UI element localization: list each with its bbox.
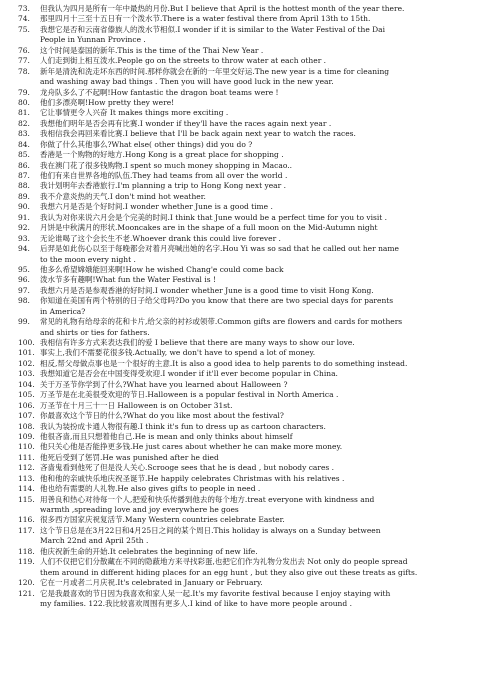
line-text: 我计划明年去香港旅行.I'm planning a trip to Hong Kong next year .: [40, 181, 287, 191]
text-line: [18, 526, 490, 536]
text-line: [18, 328, 490, 338]
line-text: 泼水节多有趣啊!What fun the Water Festival is !: [40, 275, 216, 285]
text-line: [18, 599, 490, 609]
text-line: [18, 589, 490, 599]
line-number: 109.: [18, 431, 35, 441]
line-text: 我想六月是否是个好时间.I wonder whether June is a good time .: [40, 202, 273, 212]
line-text: 我相信有许多方式来表达我们的爱 I believe that there are many ways to show our love.: [40, 338, 355, 347]
line-text: 事实上,我们不需要花很多钱.Actually, we don't have to spend a lot of money.: [40, 348, 316, 358]
text-line: [18, 348, 490, 358]
line-text: to the moon every night .: [40, 254, 136, 264]
line-number: 89.: [18, 191, 30, 201]
text-line: [18, 286, 490, 296]
line-text: 我想知道它是否会在中国变得受欢迎.I wonder if it'll ever become popular in China.: [40, 369, 338, 379]
line-text: my families. 122.我比较喜欢周围有更多人.I kind of like to have more people around .: [40, 598, 352, 608]
line-text: 常见的礼物有给母亲的花和卡片,给父亲的衬衫或领带.Common gifts are flowers and cards for mothers: [40, 317, 403, 327]
text-line: [18, 275, 490, 285]
line-text: 你做了什么其他事么?What else( other things) did you do ?: [40, 139, 253, 149]
line-text: 关于万圣节你学到了什么?What have you learned about Halloween ?: [40, 379, 288, 389]
line-number: 78.: [18, 66, 30, 76]
line-number: 84.: [18, 139, 30, 149]
line-number: 114.: [18, 484, 35, 494]
line-text: 它让事情更令人兴奋 It makes things more exciting .: [40, 108, 229, 118]
text-line: [18, 35, 490, 45]
line-text: 吝啬鬼看到他死了但是没人关心.Scrooge sees that he is dead , but nobody cares .: [40, 463, 335, 473]
text-line: [18, 401, 490, 411]
text-line: [18, 307, 490, 317]
text-line: [18, 67, 490, 77]
line-text: 他只关心他是否能挣更多钱.He just cares about whether he can make more money.: [40, 442, 343, 452]
line-number: 73.: [18, 4, 30, 13]
line-number: 95.: [18, 264, 30, 274]
line-text: 那里四月十三至十五日有一个泼水节.There is a water festival there from April 13th to 15th.: [40, 14, 371, 24]
line-text: 后羿是如此伤心以至于每晚都会对着月亮喊出她的名字.Hou Yi was so sad that he called out her name: [40, 244, 399, 254]
line-text: 他们有来自世界各地的队伍.They had teams from all over the world .: [40, 171, 288, 180]
line-number: 119.: [18, 557, 35, 567]
line-text: 他和他的亲戚快乐地庆祝圣诞节.He happily celebrates Christmas with his relatives .: [40, 473, 345, 483]
text-line: [18, 411, 490, 421]
text-line: [18, 255, 490, 265]
line-text: 他们多漂亮啊!How pretty they were!: [40, 97, 175, 107]
line-text: 龙舟队多么了不起啊!How fantastic the dragon boat teams were !: [40, 87, 279, 97]
text-line: [18, 150, 490, 160]
line-number: 100.: [18, 338, 35, 347]
text-line: [18, 129, 490, 139]
text-line: [18, 453, 490, 463]
line-number: 105.: [18, 390, 35, 400]
line-number: 108.: [18, 421, 35, 431]
text-line: [18, 338, 490, 348]
text-line: [18, 536, 490, 546]
text-line: [18, 171, 490, 181]
line-number: 103.: [18, 369, 35, 379]
line-text: People in Yunnan Province .: [40, 35, 146, 45]
text-line: [18, 495, 490, 505]
text-line: [18, 192, 490, 202]
text-line: [18, 140, 490, 150]
line-number: 104.: [18, 379, 35, 389]
line-text: 它是我最喜欢的节日因为我喜欢和家人呆一起.It's my favorite festival because I enjoy staying with: [40, 588, 391, 598]
line-text: 他也给有需要的人礼物.He also gives gifts to people in need .: [40, 484, 261, 494]
line-text: 我认为装扮成卡通人物很有趣.I think it's fun to dress up as cartoon characters.: [40, 421, 326, 431]
text-line: [18, 46, 490, 56]
line-text: 人们不仅把它们分散藏在不同的隐蔽地方来寻找彩蛋,也把它们作为礼物分发出去 Not only do people spread: [40, 557, 408, 567]
line-number: 116.: [18, 515, 35, 525]
line-text: 我想它是否和云南省傣族人的泼水节相似.I wonder if it is similar to the Water Festival of the Dai: [40, 24, 386, 34]
text-line: [18, 547, 490, 557]
line-text: 你知道在美国有两个特别的日子给父母吗?Do you know that there are two special days for parents: [40, 296, 394, 306]
line-number: 97.: [18, 285, 30, 295]
line-number: 80.: [18, 97, 30, 107]
line-number: 75.: [18, 24, 30, 34]
line-text: and washing away bad things . Then you will have good luck in the new year.: [40, 77, 334, 87]
line-number: 106.: [18, 400, 35, 410]
line-text: 我认为对你来说六月会是个完美的时间.I think that June would be a perfect time for you to visit .: [40, 212, 388, 222]
text-line: [18, 4, 490, 14]
line-number: 99.: [18, 317, 30, 327]
line-text: and shirts or ties for fathers.: [40, 327, 150, 337]
text-line: [18, 25, 490, 35]
line-text: in America?: [40, 306, 86, 316]
line-number: 111.: [18, 452, 35, 462]
line-number: 117.: [18, 525, 35, 535]
line-number: 94.: [18, 244, 30, 254]
line-number: 81.: [18, 108, 30, 118]
text-line: [18, 234, 490, 244]
text-line: [18, 77, 490, 87]
text-line: [18, 317, 490, 327]
line-number: 77.: [18, 56, 30, 66]
text-line: [18, 474, 490, 484]
text-line: [18, 88, 490, 98]
line-text: 很多西方国家庆祝复活节.Many Western countries celebrate Easter.: [40, 515, 285, 525]
line-text: warmth ,spreading love and joy everywhere he goes: [40, 505, 239, 514]
text-line: [18, 108, 490, 118]
line-number: 115.: [18, 494, 35, 504]
line-text: 无论谁喝了这个会长生不老.Whoever drank this could live forever .: [40, 233, 281, 243]
line-number: 112.: [18, 463, 35, 473]
line-text: 我相信我会再回来看比赛.I believe that I'll be back again next year to watch the races.: [40, 129, 356, 139]
text-line: [18, 202, 490, 212]
text-line: [18, 98, 490, 108]
line-text: 他多么希望嫦娥能回来啊!How he wished Chang'e could come back: [40, 264, 284, 274]
text-line: [18, 380, 490, 390]
line-text: 他很吝啬,而且只想着他自己.He is mean and only thinks about himself: [40, 431, 293, 441]
line-text: 新年是清洗和洗走坏东西的时间.那样你就会在新的一年里交好运.The new year is a time for cleaning: [40, 66, 390, 76]
text-line: [18, 181, 490, 191]
line-number: 107.: [18, 411, 35, 421]
line-text: 它在一月或者二月庆祝.It's celebrated in January or February.: [40, 578, 263, 588]
line-number: 110.: [18, 442, 35, 452]
text-line: [18, 484, 490, 494]
text-line: [18, 432, 490, 442]
line-number: 90.: [18, 202, 30, 212]
line-number: 101.: [18, 348, 35, 358]
line-number: 121.: [18, 588, 35, 598]
line-number: 88.: [18, 181, 30, 191]
line-text: 用善良和热心对待每一个人,把爱和快乐传播到他去的每个地方.treat everyone with kindness and: [40, 494, 375, 504]
line-text: 万圣节在十月三十一日 Halloween is on October 31st.: [40, 400, 233, 410]
line-text: 月饼是中秋满月的形状.Mooncakes are in the shape of a full moon on the Mid-Autumn night: [40, 223, 378, 233]
line-number: 82.: [18, 118, 30, 128]
text-line: [18, 442, 490, 452]
line-text: 他庆祝新生命的开始.It celebrates the beginning of new life.: [40, 546, 258, 556]
line-number: 83.: [18, 129, 30, 139]
text-line: [18, 56, 490, 66]
line-text: 相反,帮父母做点事也是一个很好的主意.It is also a good idea to help parents to do something instead.: [40, 358, 408, 368]
text-line: [18, 557, 490, 567]
line-text: 但我认为四月是所有一年中最热的月份.But I believe that April is the hottest month of the year there.: [40, 4, 405, 13]
line-text: 他死后受到了惩罚.He was punished after he died: [40, 452, 219, 462]
text-line: [18, 359, 490, 369]
text-line: [18, 296, 490, 306]
line-text: 我想他们明年是否会再有比赛.I wonder if they'll have the races again next year .: [40, 118, 332, 128]
line-text: 我在澳门花了很多钱购物.I spent so much money shopping in Macao..: [40, 160, 292, 170]
text-line: [18, 223, 490, 233]
line-text: 香港是一个购物的好地方.Hong Kong is a great place for shopping .: [40, 150, 284, 160]
line-text: 我想六月是否是参观香港的好时间.I wonder whether June is a good time to visit Hong Kong.: [40, 285, 374, 295]
line-number: 79.: [18, 87, 30, 97]
text-line: [18, 244, 490, 254]
text-line: [18, 161, 490, 171]
text-line: [18, 265, 490, 275]
text-line: [18, 369, 490, 379]
line-text: 万圣节是在北美很受欢迎的节日.Halloween is a popular festival in North America .: [40, 390, 339, 400]
line-text: 我不介意炎热的天气.I don't mind hot weather.: [40, 191, 206, 201]
line-number: 98.: [18, 296, 30, 306]
line-number: 118.: [18, 546, 35, 556]
line-number: 113.: [18, 473, 35, 483]
text-line: [18, 422, 490, 432]
line-number: 76.: [18, 45, 30, 55]
text-line: [18, 463, 490, 473]
text-line: [18, 578, 490, 588]
text-line: [18, 568, 490, 578]
line-text: March 22nd and April 25th .: [40, 536, 149, 546]
line-text: 这个节日总是在3月22日和4月25日之间的某个周日.This holiday is always on a Sunday between: [40, 525, 381, 535]
line-number: 93.: [18, 233, 30, 243]
line-number: 102.: [18, 358, 35, 368]
line-number: 96.: [18, 275, 30, 285]
line-number: 120.: [18, 578, 35, 588]
text-line: [18, 505, 490, 515]
line-text: 你最喜欢这个节日的什么?What do you like most about the festival?: [40, 411, 284, 421]
text-line: [18, 390, 490, 400]
line-number: 87.: [18, 171, 30, 180]
line-number: 92.: [18, 223, 30, 233]
line-text: 这个时间是泰国的新年.This is the time of the Thai New Year .: [40, 45, 264, 55]
text-line: [18, 515, 490, 525]
text-line: [18, 213, 490, 223]
line-text: 人们走到街上相互泼水.People go on the streets to throw water at each other .: [40, 56, 327, 66]
line-number: 91.: [18, 212, 30, 222]
text-line: [18, 14, 490, 24]
text-line: [18, 119, 490, 129]
line-number: 86.: [18, 160, 30, 170]
line-number: 74.: [18, 14, 30, 24]
line-number: 85.: [18, 150, 30, 160]
line-text: them around in different hiding places for an egg hunt , but they also give out these treats as gifts.: [40, 567, 418, 577]
